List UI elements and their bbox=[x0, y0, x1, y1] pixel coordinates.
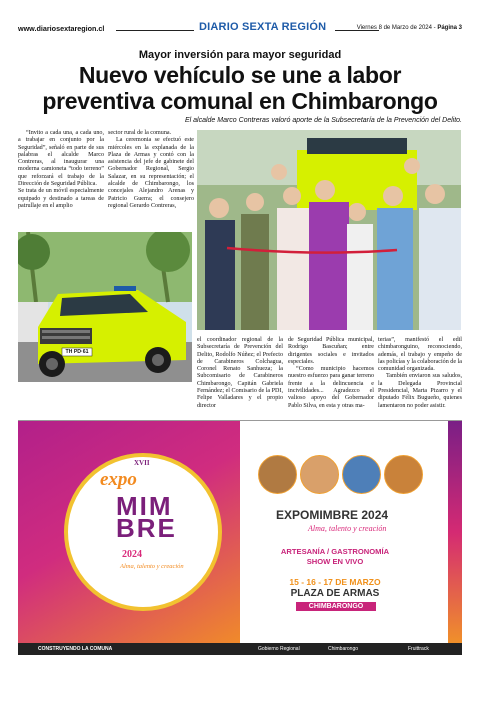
wicker-photo-icon bbox=[384, 455, 423, 494]
page-header bbox=[18, 22, 462, 38]
license-plate: TH PD·61 bbox=[65, 349, 89, 355]
paragraph: “Invito a cada una, a cada uno, a trabajar en conjunto por la Seguridad”, señaló en parte de sus palabras el alcalde Marco Contreras, al inaugurar una moderna camioneta “todo terreno” que reforzará el trabajo de la Dirección de Seguridad Pública. bbox=[18, 130, 104, 188]
article-column-2 bbox=[108, 130, 194, 210]
ceremony-illustration bbox=[197, 130, 461, 330]
page-number: Página 3 bbox=[437, 25, 462, 31]
site-url[interactable]: www.diariosextaregion.cl bbox=[18, 24, 105, 33]
article-kicker: Mayor inversión para mayor seguridad bbox=[138, 49, 342, 61]
ad-title: EXPOMIMBRE 2024 bbox=[276, 508, 389, 522]
headline-line-2: preventiva comunal en Chimbarongo bbox=[42, 88, 438, 114]
footer-logo-1: Gobierno Regional bbox=[258, 646, 300, 652]
food-photo-icon bbox=[300, 455, 339, 494]
logo-year: 2024 bbox=[122, 549, 142, 560]
ad-tagline: Alma, talento y creación bbox=[308, 524, 387, 533]
header-rule-left bbox=[116, 30, 194, 31]
ceremony-photo bbox=[197, 130, 461, 330]
footer-slogan: CONSTRUYENDO LA COMUNA bbox=[38, 646, 113, 652]
expo-word: expo bbox=[100, 469, 137, 490]
paragraph: de Seguridad Pública municipal, Rodrigo Bascuñan; entre dirigentes sociales e invitados especiales. bbox=[288, 337, 374, 365]
article-column-5 bbox=[378, 337, 462, 410]
bread-photo-icon bbox=[258, 455, 297, 494]
date-text: Viernes 8 de Marzo de 2024 bbox=[356, 25, 432, 31]
footer-logo-3: Fruittrack bbox=[408, 646, 429, 652]
truck-illustration bbox=[18, 232, 192, 382]
article-headline bbox=[18, 62, 462, 114]
ad-place: PLAZA DE ARMAS bbox=[290, 588, 380, 599]
ad-dates: 15 - 16 - 17 DE MARZO bbox=[289, 577, 381, 587]
mimbre-line-1: MIM bbox=[116, 491, 173, 521]
article-column-3: el coordinador regional de la Subsecretaría de Prevención del Delito, Rodolfo Núñez; el Prefecto de Carabineros Colchagua, Coronel Renato Sanhueza; la Subcomisario de Carabineros Chimbarongo, Capitán Gabriela Fernández; el Comisario de la PDI, Felipe Valladares y el propio director bbox=[197, 337, 283, 409]
newspaper-brand: DIARIO SEXTA REGIÓN bbox=[199, 21, 327, 33]
ad-gradient-bar bbox=[448, 421, 462, 643]
expomimbre-advertisement[interactable] bbox=[18, 420, 462, 655]
truck-photo bbox=[18, 232, 192, 382]
headline-line-1: Nuevo vehículo se une a labor bbox=[78, 62, 402, 88]
paragraph: La ceremonia se efectuó este miércoles en la explanada de la Plaza de Armas y contó con la asistencia del jefe de gabinete del Gobernador Regional, Sergio Salazar, en su representación; el alcalde de Chimbarongo, los concejales Alejandro Arenas y Patricio Guerra; el consejero regional Gerardo Contreras, bbox=[108, 137, 194, 209]
expo-edition: XVII bbox=[134, 459, 150, 467]
landscape-photo-icon bbox=[342, 455, 381, 494]
paragraph: También enviaron sus saludos, la Delegada Provincial Presidencial, Marta Pizarro y el diputado Félix Bugueño, quienes lamentaron no poder asistir. bbox=[378, 373, 462, 409]
ad-city: CHIMBARONGO bbox=[296, 602, 376, 611]
article-column-1 bbox=[18, 130, 104, 210]
activity-line-1: ARTESANÍA / GASTRONOMÍA bbox=[280, 547, 390, 556]
footer-logo-2: Chimbarongo bbox=[328, 646, 359, 652]
issue-date: Viernes 8 de Marzo de 2024 - Página 3 bbox=[356, 25, 462, 31]
paragraph: sector rural de la comuna. bbox=[108, 130, 172, 136]
ad-footer bbox=[18, 643, 462, 655]
paragraph: terias”, manifestó el edil chimbaronguino, reconociendo, además, el trabajo y empeño de las policías y la colaboración de la comunidad organizada. bbox=[378, 337, 462, 373]
paragraph: “Como municipio hacemos nuestro esfuerzo para ganar terreno frente a la delincuencia e incivilidades... Agradezco el valioso apoyo del Gobernador Pablo Silva, en esta y otras ma- bbox=[288, 366, 374, 409]
activity-line-2: SHOW EN VIVO bbox=[306, 557, 364, 566]
mimbre-line-2: BRE bbox=[116, 513, 177, 543]
mimbre-logo bbox=[116, 491, 177, 543]
article-column-4 bbox=[288, 337, 374, 410]
article-subhead: El alcalde Marco Contreras valoró aporte de la Subsecretaría de la Prevención del Delito. bbox=[184, 117, 462, 124]
paragraph: Se trata de un móvil especialmente equipado y destinado a tareas de patrullaje en el amplio bbox=[18, 188, 104, 209]
ad-activities bbox=[256, 547, 414, 567]
logo-tagline: Alma, talento y creación bbox=[120, 563, 184, 570]
